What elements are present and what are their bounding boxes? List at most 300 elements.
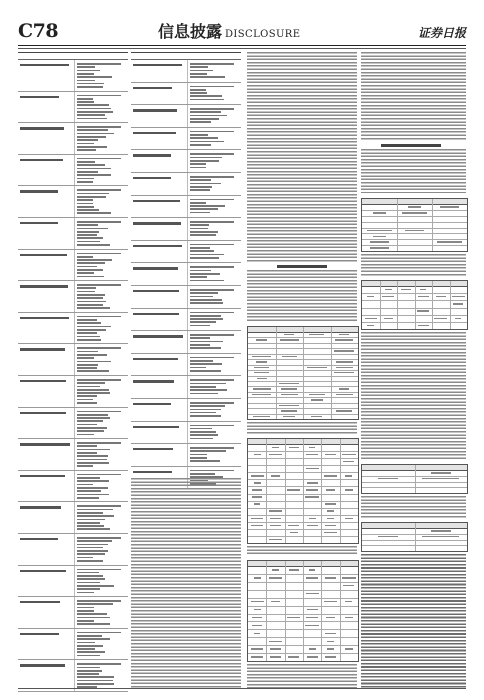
row-detail-line bbox=[190, 270, 211, 272]
table-cell bbox=[306, 468, 319, 469]
table-cell bbox=[252, 489, 262, 490]
table-cell bbox=[288, 525, 299, 526]
row-detail-line bbox=[190, 111, 220, 113]
table-cell bbox=[345, 617, 353, 618]
table-cell bbox=[253, 388, 271, 389]
row-name bbox=[20, 64, 69, 66]
row-detail-line bbox=[77, 136, 105, 138]
row-detail-line bbox=[77, 645, 103, 647]
row-detail-line bbox=[77, 212, 111, 214]
table-cell bbox=[309, 648, 316, 649]
row-detail-line bbox=[190, 428, 212, 430]
row-detail-line bbox=[77, 98, 93, 100]
table-cell bbox=[270, 518, 280, 519]
row-detail-line bbox=[190, 99, 224, 101]
row-detail-line bbox=[190, 318, 223, 320]
row-detail-line bbox=[77, 158, 121, 160]
newspaper-logo: 证券日报 bbox=[417, 26, 466, 40]
table-col-line bbox=[321, 561, 322, 661]
table-cell bbox=[251, 525, 264, 526]
table-cell bbox=[437, 241, 462, 242]
row-detail-line bbox=[190, 402, 234, 404]
table-cell bbox=[325, 656, 335, 657]
list-row bbox=[131, 83, 241, 106]
row-detail-line bbox=[77, 63, 121, 65]
table-cell bbox=[345, 518, 353, 519]
row-detail-line bbox=[77, 329, 106, 331]
row-detail-line bbox=[77, 663, 121, 665]
row-name bbox=[20, 601, 60, 603]
list-row bbox=[131, 444, 241, 467]
table-cell bbox=[306, 593, 319, 594]
table-cell bbox=[325, 503, 336, 504]
table-row-line bbox=[362, 228, 467, 229]
list-row bbox=[18, 471, 128, 503]
masthead-meta bbox=[418, 22, 466, 41]
list-row bbox=[18, 408, 128, 440]
row-detail-line bbox=[77, 515, 114, 517]
text-block bbox=[247, 546, 357, 556]
row-detail-line bbox=[77, 291, 94, 293]
table-cell bbox=[385, 289, 392, 290]
table-cell bbox=[256, 361, 267, 362]
table-cell bbox=[327, 518, 334, 519]
table-cell bbox=[287, 617, 300, 618]
list-row bbox=[131, 173, 241, 196]
table-cell bbox=[254, 372, 269, 373]
table-cell bbox=[418, 325, 429, 326]
table-cell bbox=[418, 296, 429, 297]
row-detail-line bbox=[190, 244, 234, 246]
text-block bbox=[361, 332, 466, 460]
row-detail-line bbox=[190, 212, 210, 214]
row-name bbox=[20, 159, 63, 161]
row-detail-line bbox=[190, 66, 207, 68]
table-cell bbox=[431, 472, 451, 473]
section-title bbox=[158, 21, 300, 46]
row-detail-line bbox=[190, 460, 220, 462]
row-detail-line bbox=[77, 399, 93, 401]
row-name bbox=[20, 348, 65, 350]
table-cell bbox=[408, 206, 421, 207]
row-detail-line bbox=[77, 171, 98, 173]
announcement-text-lower-left bbox=[131, 478, 241, 688]
row-detail-line bbox=[77, 525, 104, 527]
row-detail-line bbox=[77, 420, 103, 422]
row-detail-line bbox=[77, 505, 121, 507]
row-detail-line bbox=[77, 104, 108, 106]
row-detail-line bbox=[190, 367, 206, 369]
row-detail-line bbox=[77, 442, 121, 444]
table-cell bbox=[342, 577, 355, 578]
row-detail-line bbox=[190, 228, 207, 230]
row-detail-line bbox=[190, 89, 206, 91]
row-detail-line bbox=[190, 234, 216, 236]
row-detail-line bbox=[190, 73, 207, 75]
row-name bbox=[133, 222, 181, 224]
table-cell bbox=[325, 454, 335, 455]
row-detail-line bbox=[77, 392, 110, 394]
row-detail-line bbox=[77, 550, 107, 552]
row-detail-line bbox=[77, 322, 101, 324]
section-title-cn: 信息披露 bbox=[158, 22, 223, 41]
row-detail-line bbox=[77, 262, 104, 264]
row-detail-line bbox=[190, 334, 234, 336]
row-detail-line bbox=[77, 237, 102, 239]
row-detail-line bbox=[190, 438, 213, 440]
row-detail-line bbox=[77, 445, 97, 447]
table-col-line bbox=[276, 327, 277, 419]
row-name bbox=[133, 177, 171, 179]
row-detail-line bbox=[77, 519, 105, 521]
row-detail-line bbox=[77, 101, 93, 103]
row-detail-line bbox=[77, 228, 108, 230]
row-detail-line bbox=[190, 208, 217, 210]
table-cell bbox=[252, 394, 271, 395]
table-cell bbox=[402, 212, 427, 213]
row-detail-line bbox=[190, 134, 207, 136]
row-detail-line bbox=[190, 221, 234, 223]
row-detail-line bbox=[77, 178, 93, 180]
row-name bbox=[20, 633, 59, 635]
table-cell bbox=[288, 656, 299, 657]
row-detail-line bbox=[77, 244, 110, 246]
row-detail-line bbox=[77, 522, 99, 524]
row-detail-line bbox=[77, 455, 107, 457]
row-detail-line bbox=[77, 199, 93, 201]
table-cell bbox=[306, 454, 318, 455]
table-cell bbox=[345, 475, 352, 476]
table-cell bbox=[254, 454, 261, 455]
row-detail-line bbox=[77, 494, 109, 496]
row-detail-line bbox=[77, 361, 110, 363]
row-detail-line bbox=[77, 364, 98, 366]
table-col-line bbox=[415, 465, 416, 493]
row-detail-line bbox=[77, 477, 100, 479]
row-detail-line bbox=[190, 118, 218, 120]
row-detail-line bbox=[77, 284, 121, 286]
table-cell bbox=[440, 206, 459, 207]
row-detail-line bbox=[190, 357, 234, 359]
row-name bbox=[20, 570, 66, 572]
row-detail-line bbox=[190, 292, 218, 294]
table-cell bbox=[365, 318, 377, 319]
row-detail-line bbox=[77, 168, 110, 170]
row-detail-line bbox=[77, 402, 96, 404]
table-cell bbox=[279, 405, 299, 406]
table-cell bbox=[384, 318, 393, 319]
list-row bbox=[131, 218, 241, 241]
row-detail-line bbox=[190, 450, 225, 452]
table-cell bbox=[256, 339, 267, 340]
row-detail-line bbox=[190, 115, 226, 117]
table-cell bbox=[434, 318, 447, 319]
row-detail-line bbox=[190, 389, 227, 391]
table-cell bbox=[271, 601, 281, 602]
row-detail-line bbox=[190, 370, 221, 372]
row-detail-line bbox=[190, 141, 223, 143]
row-detail-line bbox=[190, 276, 206, 278]
row-detail-line bbox=[190, 412, 216, 414]
list-row bbox=[131, 128, 241, 151]
list-row bbox=[131, 263, 241, 286]
row-detail-line bbox=[190, 199, 234, 201]
row-detail-line bbox=[190, 247, 210, 249]
data-table bbox=[247, 560, 359, 662]
data-table bbox=[361, 522, 468, 552]
table-cell bbox=[306, 577, 318, 578]
row-detail-line bbox=[77, 414, 107, 416]
table-cell bbox=[336, 361, 353, 362]
row-name bbox=[133, 109, 177, 111]
row-detail-line bbox=[190, 312, 234, 314]
row-detail-line bbox=[190, 299, 222, 301]
table-cell bbox=[251, 518, 263, 519]
table-cell bbox=[455, 318, 462, 319]
table-cell bbox=[335, 339, 353, 340]
table-cell bbox=[370, 247, 389, 248]
table-cell bbox=[287, 489, 300, 490]
row-detail-line bbox=[77, 430, 104, 432]
row-detail-line bbox=[190, 405, 225, 407]
row-detail-line bbox=[77, 143, 94, 145]
row-detail-line bbox=[77, 287, 96, 289]
row-detail-line bbox=[190, 347, 220, 349]
row-detail-line bbox=[77, 474, 121, 476]
table-cell bbox=[327, 648, 334, 649]
row-detail-line bbox=[77, 203, 93, 205]
row-detail-line bbox=[77, 557, 93, 559]
table-cell bbox=[339, 388, 349, 389]
table-cell bbox=[306, 617, 317, 618]
row-detail-line bbox=[190, 153, 234, 155]
row-detail-line bbox=[77, 547, 103, 549]
row-detail-line bbox=[77, 648, 95, 650]
row-detail-line bbox=[77, 336, 100, 338]
table-cell bbox=[307, 656, 318, 657]
row-name bbox=[133, 313, 179, 315]
row-detail-line bbox=[77, 635, 102, 637]
row-detail-line bbox=[77, 459, 107, 461]
table-cell bbox=[269, 577, 282, 578]
table-cell bbox=[271, 475, 281, 476]
page-number: C78 bbox=[18, 20, 59, 42]
row-detail-line bbox=[77, 66, 94, 68]
row-detail-line bbox=[77, 560, 102, 562]
row-detail-line bbox=[77, 484, 93, 486]
row-detail-line bbox=[77, 607, 94, 609]
row-name bbox=[133, 154, 171, 156]
row-detail-line bbox=[77, 623, 110, 625]
row-detail-line bbox=[77, 256, 93, 258]
table-cell bbox=[325, 633, 336, 634]
table-col-line bbox=[303, 439, 304, 543]
table-cell bbox=[422, 478, 459, 479]
table-cell bbox=[345, 489, 353, 490]
row-detail-line bbox=[77, 319, 97, 321]
table-col-line bbox=[303, 561, 304, 661]
row-detail-line bbox=[77, 487, 108, 489]
table-row-line bbox=[362, 216, 467, 217]
row-detail-line bbox=[190, 137, 218, 139]
row-detail-line bbox=[77, 465, 93, 467]
row-detail-line bbox=[77, 620, 94, 622]
data-table bbox=[361, 198, 468, 252]
row-detail-line bbox=[77, 490, 101, 492]
table-col-line bbox=[432, 199, 433, 251]
row-detail-line bbox=[77, 241, 100, 243]
row-detail-line bbox=[77, 209, 98, 211]
table-row-line bbox=[362, 245, 467, 246]
masthead-rule-thin bbox=[18, 48, 466, 49]
row-detail-line bbox=[190, 70, 213, 72]
row-detail-line bbox=[190, 409, 221, 411]
row-detail-line bbox=[77, 294, 104, 296]
table-cell bbox=[367, 296, 374, 297]
list-row bbox=[18, 313, 128, 345]
row-detail-line bbox=[77, 389, 109, 391]
data-table bbox=[361, 280, 468, 330]
table-cell bbox=[325, 577, 335, 578]
table-cell bbox=[257, 378, 267, 379]
row-detail-line bbox=[77, 572, 99, 574]
list-row bbox=[18, 123, 128, 155]
row-detail-line bbox=[77, 221, 121, 223]
table-cell bbox=[280, 339, 299, 340]
data-table bbox=[247, 326, 359, 420]
row-detail-line bbox=[77, 206, 93, 208]
table-col-line bbox=[331, 327, 332, 419]
row-detail-line bbox=[77, 339, 101, 341]
row-detail-line bbox=[77, 276, 104, 278]
row-name bbox=[133, 380, 174, 382]
text-block bbox=[361, 254, 466, 276]
row-name bbox=[20, 380, 66, 382]
row-detail-line bbox=[77, 617, 110, 619]
row-detail-line bbox=[77, 512, 103, 514]
text-block bbox=[361, 149, 466, 193]
row-detail-line bbox=[77, 111, 112, 113]
table-col-line bbox=[397, 199, 398, 251]
table-col-line bbox=[397, 281, 398, 329]
row-detail-line bbox=[77, 411, 121, 413]
text-block bbox=[247, 422, 357, 434]
row-detail-line bbox=[77, 592, 93, 594]
row-detail-line bbox=[77, 667, 100, 669]
table-col-line bbox=[415, 523, 416, 551]
table-cell bbox=[334, 372, 354, 373]
table-cell bbox=[270, 648, 280, 649]
row-detail-line bbox=[77, 307, 110, 309]
list-row bbox=[18, 92, 128, 124]
row-detail-line bbox=[190, 344, 210, 346]
row-detail-line bbox=[77, 582, 100, 584]
table-cell bbox=[252, 617, 262, 618]
table-cell bbox=[417, 310, 429, 311]
row-detail-line bbox=[190, 337, 210, 339]
list-row bbox=[131, 309, 241, 332]
row-detail-line bbox=[77, 357, 93, 359]
row-name bbox=[133, 200, 180, 202]
list-row bbox=[18, 566, 128, 598]
table-cell bbox=[252, 625, 262, 626]
row-name bbox=[20, 506, 61, 508]
row-detail-line bbox=[77, 83, 103, 85]
table-cell bbox=[339, 334, 349, 335]
row-detail-line bbox=[77, 367, 97, 369]
row-detail-line bbox=[77, 642, 94, 644]
row-detail-line bbox=[77, 370, 109, 372]
table-cell bbox=[311, 416, 322, 417]
row-detail-line bbox=[190, 63, 234, 65]
list-row bbox=[18, 534, 128, 566]
footer-rule bbox=[18, 688, 466, 689]
row-detail-line bbox=[77, 600, 121, 602]
table-cell bbox=[307, 482, 318, 483]
table-cell bbox=[305, 625, 318, 626]
row-detail-line bbox=[190, 254, 224, 256]
text-block bbox=[361, 52, 466, 140]
row-detail-line bbox=[77, 304, 103, 306]
table-col-line bbox=[340, 561, 341, 661]
list-row bbox=[131, 196, 241, 219]
row-name bbox=[20, 664, 65, 666]
row-detail-line bbox=[190, 393, 218, 395]
row-detail-line bbox=[77, 417, 110, 419]
row-detail-line bbox=[77, 86, 102, 88]
row-name bbox=[133, 335, 183, 337]
row-detail-line bbox=[190, 454, 207, 456]
row-detail-line bbox=[77, 382, 105, 384]
table-cell bbox=[281, 410, 297, 411]
row-detail-line bbox=[77, 174, 111, 176]
table-cell bbox=[251, 601, 264, 602]
table-cell bbox=[284, 334, 294, 335]
row-detail-line bbox=[77, 462, 109, 464]
row-detail-line bbox=[190, 457, 207, 459]
row-detail-line bbox=[77, 146, 107, 148]
table-cell bbox=[342, 454, 355, 455]
row-detail-line bbox=[190, 144, 211, 146]
sub-heading bbox=[381, 144, 441, 147]
table-cell bbox=[279, 383, 299, 384]
row-name bbox=[133, 448, 173, 450]
row-detail-line bbox=[77, 553, 104, 555]
list-row bbox=[18, 281, 128, 313]
table-cell bbox=[326, 617, 334, 618]
row-detail-line bbox=[190, 302, 223, 304]
table-cell bbox=[431, 530, 451, 531]
row-detail-line bbox=[77, 544, 108, 546]
row-detail-line bbox=[77, 259, 112, 261]
table-cell bbox=[373, 212, 387, 213]
list-row bbox=[131, 60, 241, 83]
table-col-line bbox=[432, 281, 433, 329]
row-detail-line bbox=[190, 121, 211, 123]
text-block bbox=[247, 664, 357, 688]
row-detail-line bbox=[77, 76, 112, 78]
list-row bbox=[18, 344, 128, 376]
row-name bbox=[133, 267, 178, 269]
row-detail-line bbox=[190, 273, 220, 275]
table-cell bbox=[282, 356, 297, 357]
table-cell bbox=[309, 447, 316, 448]
row-name bbox=[20, 317, 69, 319]
row-detail-line bbox=[77, 528, 110, 530]
row-detail-line bbox=[77, 632, 121, 634]
table-cell bbox=[253, 416, 270, 417]
row-detail-line bbox=[190, 176, 234, 178]
